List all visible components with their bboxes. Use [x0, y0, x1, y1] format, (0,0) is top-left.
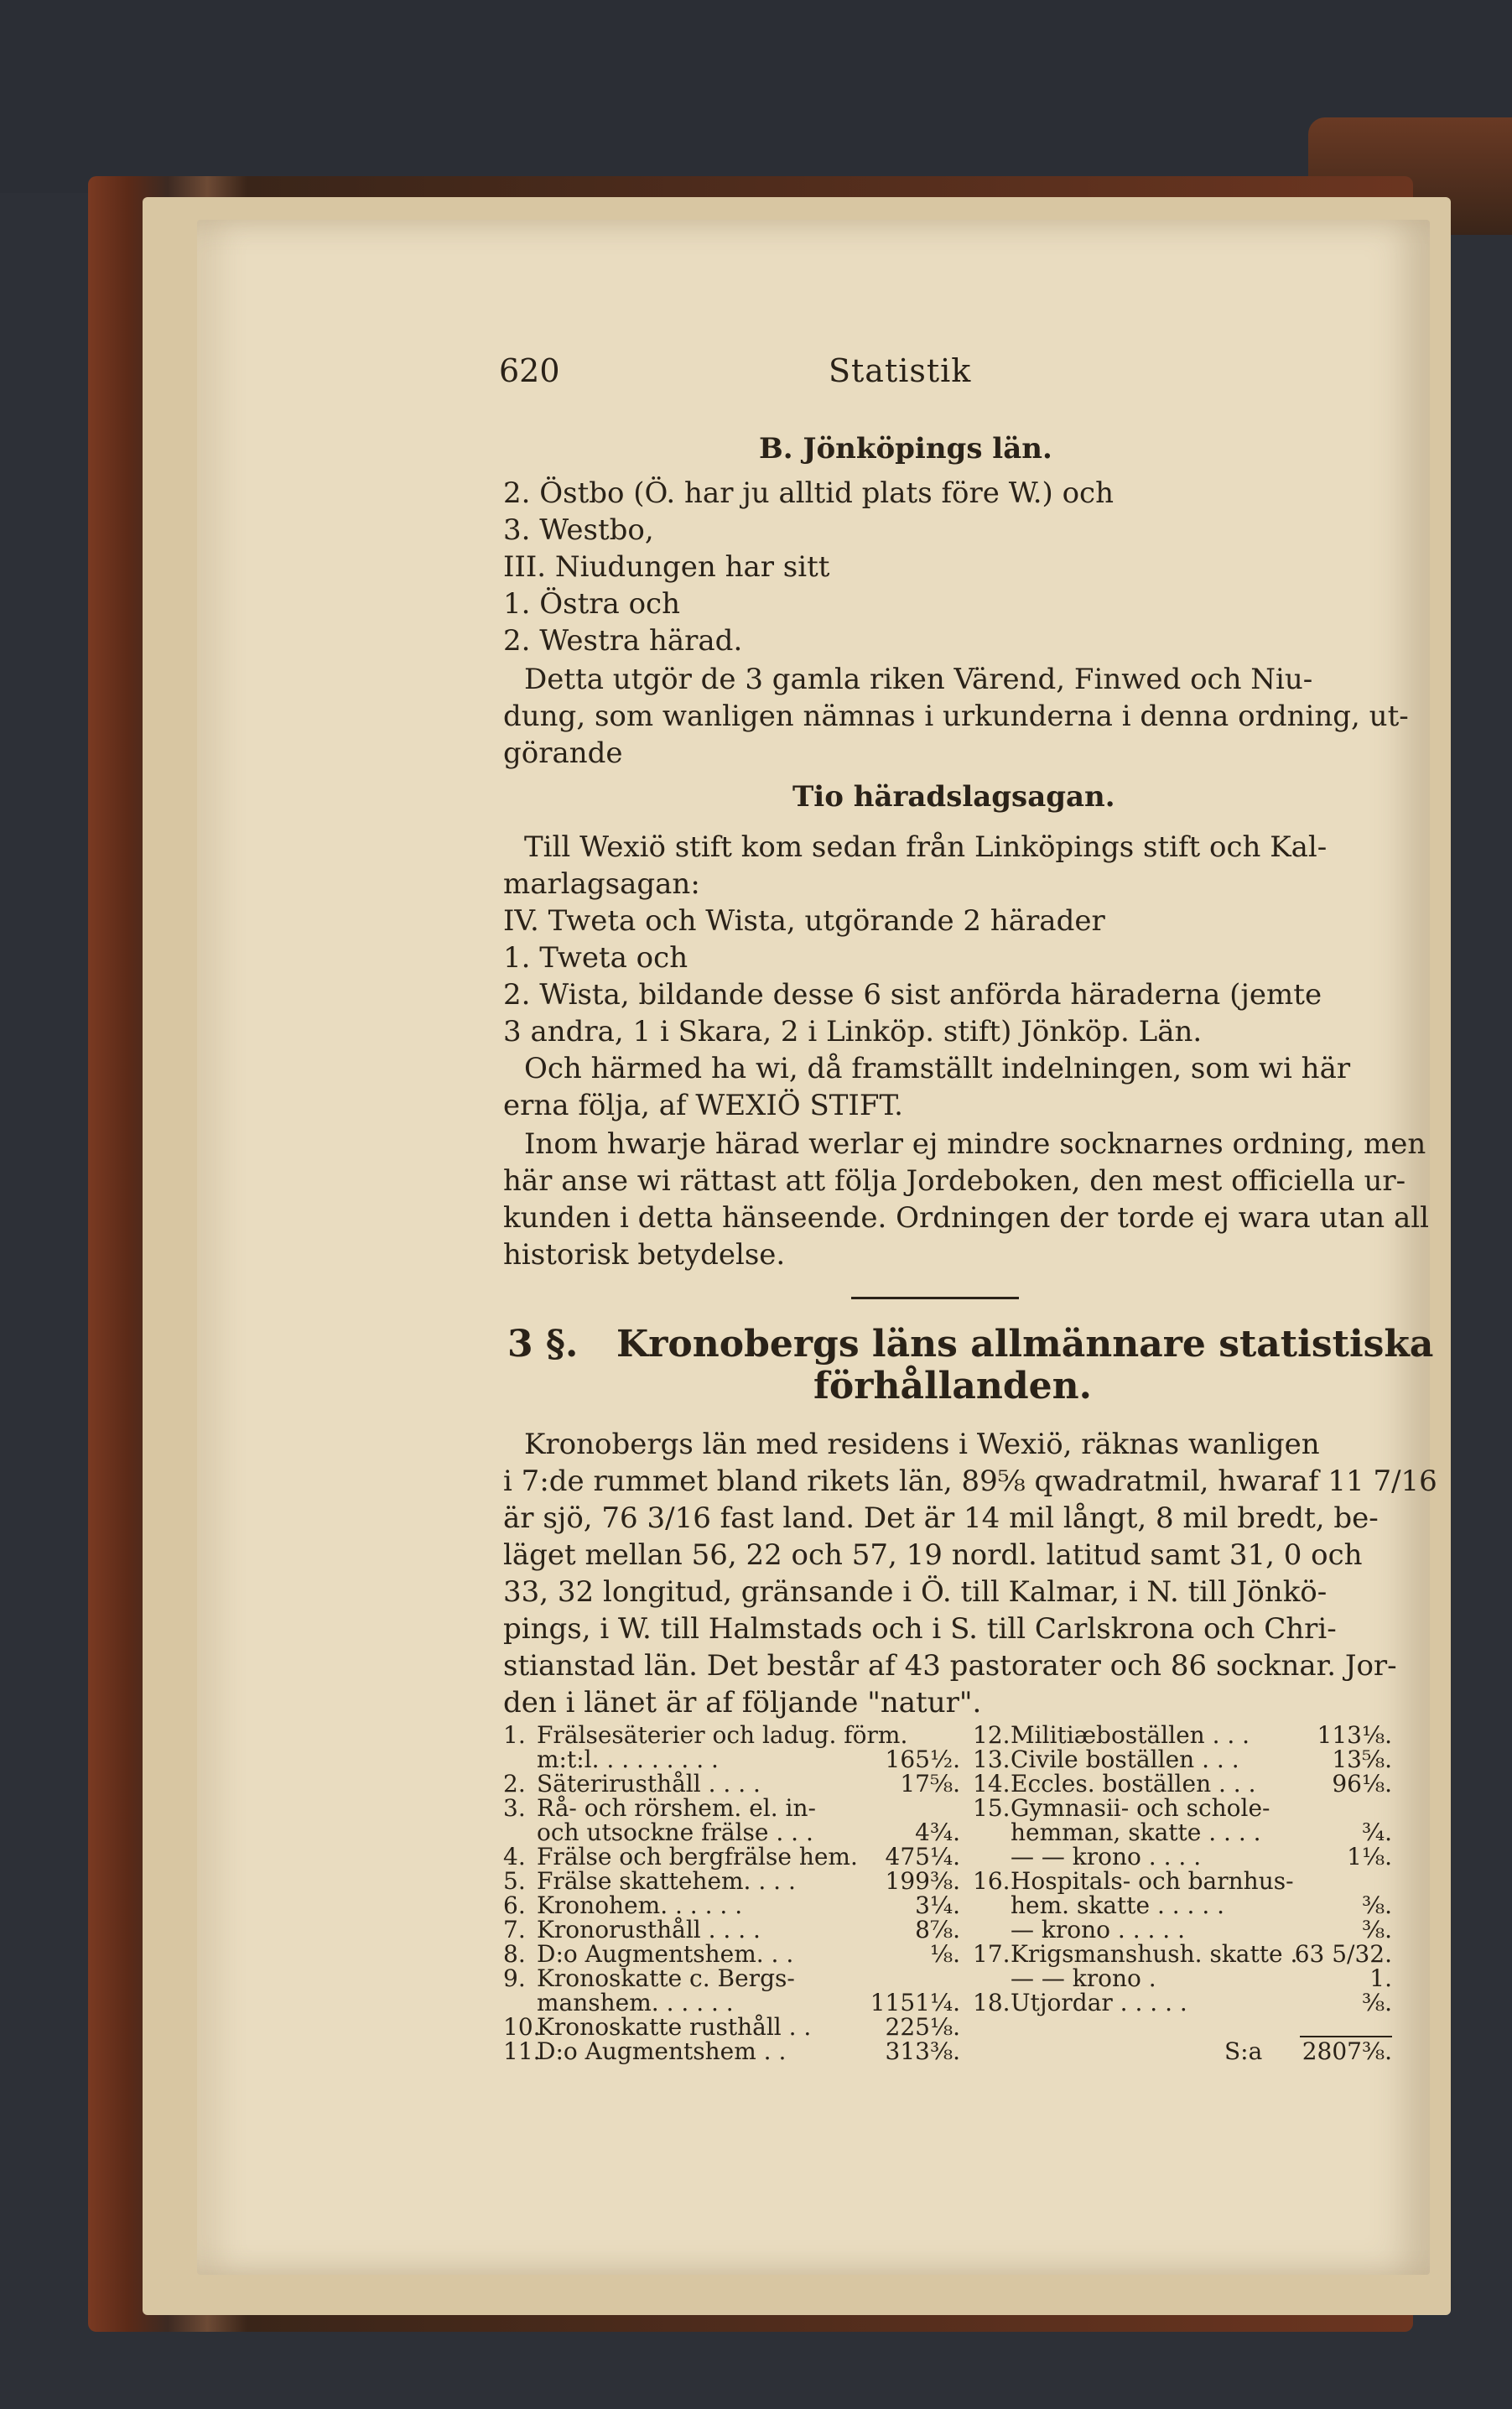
table-row: 16. Hospitals- och barnhus-	[973, 1867, 1294, 1895]
text-line: 3 andra, 1 i Skara, 2 i Linköp. stift) Jönköp. Län.	[503, 1015, 1203, 1048]
table-row: — krono . . . . . ⅜.	[1011, 1916, 1392, 1943]
table-left	[503, 1723, 960, 2063]
text-line: historisk betydelse.	[503, 1238, 786, 1272]
table-row: 8. D:o Augmentshem. . . ⅛.	[503, 1940, 960, 1968]
text-line: Och härmed ha wi, då framställt indelningen, som wi här	[524, 1052, 1351, 1085]
text-line: här anse wi rättast att följa Jordeboken, den mest officiella ur-	[503, 1164, 1406, 1198]
table-row: 2. Säterirusthåll . . . . 17⅝.	[503, 1770, 960, 1798]
text-line: 2. Wista, bildande desse 6 sist anförda häraderna (jemte	[503, 978, 1322, 1012]
text-line: Till Wexiö stift kom sedan från Linköpings stift och Kal-	[524, 830, 1328, 864]
text-line: läget mellan 56, 22 och 57, 19 nordl. latitud samt 31, 0 och	[503, 1538, 1363, 1572]
text-line: stianstad län. Det består af 43 pastorater och 86 socknar. Jor-	[503, 1649, 1397, 1683]
text-line: III. Niudungen har sitt	[503, 550, 830, 584]
table-row: hemman, skatte . . . . ¾.	[1011, 1818, 1392, 1846]
running-title: Statistik	[829, 352, 972, 389]
separator-rule	[851, 1297, 1019, 1299]
text-line: dung, som wanligen nämnas i urkunderna i denna ordning, ut-	[503, 700, 1409, 733]
section-3-title: Kronobergs läns allmännare statistiska	[616, 1323, 1434, 1366]
table-row: manshem. . . . . . 1151¼.	[537, 1989, 960, 2016]
text-line: 1. Östra och	[503, 587, 680, 621]
text-line: kunden i detta hänseende. Ordningen der torde ej wara utan all	[503, 1201, 1430, 1235]
table-row: 6. Kronohem. . . . . . 3¼.	[503, 1891, 960, 1919]
text-line: Inom hwarje härad werlar ej mindre socknarnes ordning, men	[524, 1127, 1426, 1161]
table-row: 18. Utjordar . . . . . ⅜.	[973, 1989, 1392, 2016]
table-row: 1. Frälsesäterier och ladug. förm.	[503, 1721, 908, 1749]
table-row: och utsockne frälse . . . 4¾.	[537, 1818, 960, 1846]
section-b-heading: B. Jönköpings län.	[759, 432, 1052, 466]
section-3-title-cont: förhållanden.	[813, 1365, 1092, 1407]
total-rule	[1300, 2036, 1392, 2037]
page-content	[461, 352, 1437, 2273]
table-row: 9. Kronoskatte c. Bergs-	[503, 1964, 795, 1992]
text-line: pings, i W. till Halmstads och i S. till Carlskrona och Chri-	[503, 1612, 1337, 1646]
table-row: 14. Eccles. boställen . . . 96⅛.	[973, 1770, 1392, 1798]
text-line: 3. Westbo,	[503, 513, 654, 547]
table-row: m:t:l. . . . . . . . . 165½.	[537, 1746, 960, 1773]
table-row: — — krono . 1.	[1011, 1964, 1392, 1992]
text-line: marlagsagan:	[503, 867, 700, 901]
tio-heading: Tio häradslagsagan.	[792, 780, 1115, 814]
table-row: 10. Kronoskatte rusthåll . . 225⅛.	[503, 2013, 960, 2041]
table-right	[973, 1723, 1392, 2063]
text-line: Kronobergs län med residens i Wexiö, räknas wanligen	[524, 1428, 1320, 1461]
table-row: 7. Kronorusthåll . . . . 8⅞.	[503, 1916, 960, 1943]
text-line: Detta utgör de 3 gamla riken Värend, Finwed och Niu-	[524, 663, 1313, 696]
table-row: 11. D:o Augmentshem . . 313⅜.	[503, 2037, 960, 2065]
text-line: IV. Tweta och Wista, utgörande 2 härader	[503, 904, 1105, 938]
table-row: 17. Krigsmanshush. skatte . 63 5/32.	[973, 1940, 1392, 1968]
table-row: — — krono . . . . 1⅛.	[1011, 1843, 1392, 1870]
text-line: 2. Westra härad.	[503, 624, 743, 658]
table-row: 12. Militiæboställen . . . 113⅛.	[973, 1721, 1392, 1749]
text-line: i 7:de rummet bland rikets län, 89⅝ qwadratmil, hwaraf 11 7/16	[503, 1465, 1437, 1498]
page-number: 620	[499, 352, 560, 389]
text-line: görande	[503, 736, 623, 770]
table-total-row: S:a 2807⅜.	[1224, 2037, 1392, 2065]
text-line: 33, 32 longitud, gränsande i Ö. till Kalmar, i N. till Jönkö-	[503, 1575, 1328, 1609]
text-line: 1. Tweta och	[503, 941, 688, 975]
text-line: 2. Östbo (Ö. har ju alltid plats före W.) och	[503, 476, 1114, 510]
table-row: 4. Frälse och bergfrälse hem. 475¼.	[503, 1843, 960, 1870]
table-row: 13. Civile boställen . . . 13⅝.	[973, 1746, 1392, 1773]
table-row: 5. Frälse skattehem. . . . 199⅜.	[503, 1867, 960, 1895]
text-line: den i länet är af följande "natur".	[503, 1686, 982, 1720]
table-row: 3. Rå- och rörshem. el. in-	[503, 1794, 816, 1822]
table-row: 15. Gymnasii- och schole-	[973, 1794, 1270, 1822]
text-line: erna följa, af WEXIÖ STIFT.	[503, 1089, 903, 1122]
table-row: hem. skatte . . . . . ⅜.	[1011, 1891, 1392, 1919]
text-line: är sjö, 76 3/16 fast land. Det är 14 mil långt, 8 mil bredt, be-	[503, 1501, 1379, 1535]
background	[0, 0, 1512, 193]
section-3-number: 3 §.	[507, 1323, 579, 1366]
